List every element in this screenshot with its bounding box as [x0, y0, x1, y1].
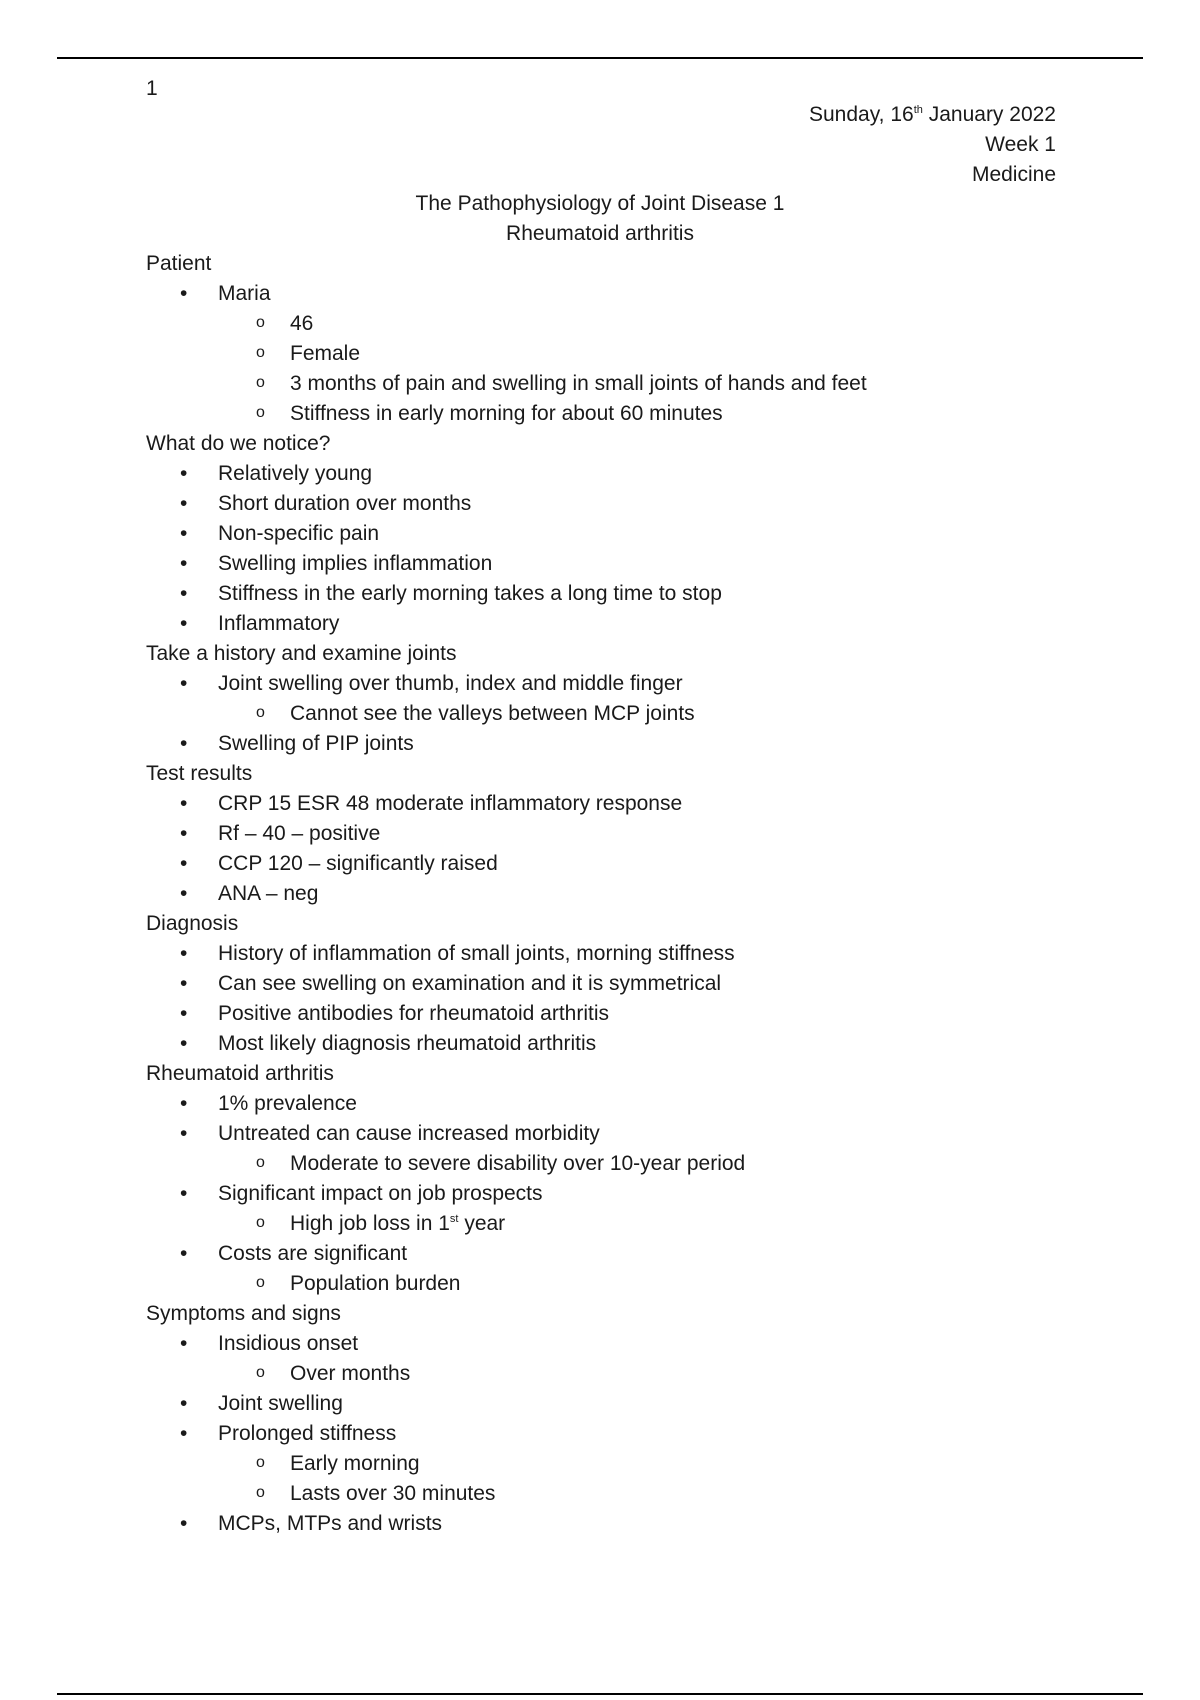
- bullet-item: • Stiffness in the early morning takes a long time to stop: [146, 579, 1146, 609]
- title-block: [0, 189, 1200, 249]
- bullet-item: • Joint swelling over thumb, index and middle finger: [146, 669, 1146, 699]
- bullet-item: • Relatively young: [146, 459, 1146, 489]
- sub-bullet-item: o Female: [146, 339, 1146, 369]
- header-block: [809, 100, 1056, 190]
- sub-bullet-item: o Early morning: [146, 1449, 1146, 1479]
- section-heading: Test results: [146, 762, 253, 785]
- sub-bullet-item: o Lasts over 30 minutes: [146, 1479, 1146, 1509]
- bullet-item: • Joint swelling: [146, 1389, 1146, 1419]
- bottom-rule: [57, 1693, 1143, 1695]
- section-heading: What do we notice?: [146, 432, 331, 455]
- bullet-item: • Costs are significant: [146, 1239, 1146, 1269]
- sub-bullet-item: o Population burden: [146, 1269, 1146, 1299]
- top-rule: [57, 57, 1143, 59]
- section-heading: Patient: [146, 252, 212, 275]
- notes-body: [146, 249, 1146, 1539]
- section-heading: Diagnosis: [146, 912, 239, 935]
- bullet-item: • Inflammatory: [146, 609, 1146, 639]
- bullet-item: • Insidious onset: [146, 1329, 1146, 1359]
- bullet-item: • Most likely diagnosis rheumatoid arthritis: [146, 1029, 1146, 1059]
- section-heading: Rheumatoid arthritis: [146, 1062, 334, 1085]
- bullet-item: • Can see swelling on examination and it is symmetrical: [146, 969, 1146, 999]
- sub-bullet-item: o 3 months of pain and swelling in small joints of hands and feet: [146, 369, 1146, 399]
- bullet-item: • CRP 15 ESR 48 moderate inflammatory response: [146, 789, 1146, 819]
- section-heading: Take a history and examine joints: [146, 642, 457, 665]
- bullet-item: • History of inflammation of small joints, morning stiffness: [146, 939, 1146, 969]
- header-subject: Medicine: [971, 163, 1056, 186]
- bullet-item: • Significant impact on job prospects: [146, 1179, 1146, 1209]
- bullet-item: • Rf – 40 – positive: [146, 819, 1146, 849]
- bullet-item: • Non-specific pain: [146, 519, 1146, 549]
- bullet-item: • MCPs, MTPs and wrists: [146, 1509, 1146, 1539]
- sub-bullet-item: o High job loss in 1st year: [146, 1209, 1146, 1239]
- header-week: Week 1: [985, 133, 1056, 156]
- sub-bullet-item: o 46: [146, 309, 1146, 339]
- sub-bullet-item: o Over months: [146, 1359, 1146, 1389]
- bullet-item: • Untreated can cause increased morbidity: [146, 1119, 1146, 1149]
- document-subtitle: Rheumatoid arthritis: [506, 222, 694, 245]
- bullet-item: • Swelling implies inflammation: [146, 549, 1146, 579]
- page-number: 1: [146, 77, 158, 100]
- section-heading: Symptoms and signs: [146, 1302, 341, 1325]
- bullet-item: • 1% prevalence: [146, 1089, 1146, 1119]
- bullet-item: • Maria: [146, 279, 1146, 309]
- document-title: The Pathophysiology of Joint Disease 1: [415, 192, 785, 215]
- sub-bullet-item: o Stiffness in early morning for about 60 minutes: [146, 399, 1146, 429]
- header-date: Sunday, 16th January 2022: [809, 103, 1056, 126]
- sub-bullet-item: o Cannot see the valleys between MCP joints: [146, 699, 1146, 729]
- bullet-item: • ANA – neg: [146, 879, 1146, 909]
- bullet-item: • Swelling of PIP joints: [146, 729, 1146, 759]
- bullet-item: • CCP 120 – significantly raised: [146, 849, 1146, 879]
- bullet-item: • Short duration over months: [146, 489, 1146, 519]
- bullet-item: • Prolonged stiffness: [146, 1419, 1146, 1449]
- bullet-item: • Positive antibodies for rheumatoid arthritis: [146, 999, 1146, 1029]
- sub-bullet-item: o Moderate to severe disability over 10-year period: [146, 1149, 1146, 1179]
